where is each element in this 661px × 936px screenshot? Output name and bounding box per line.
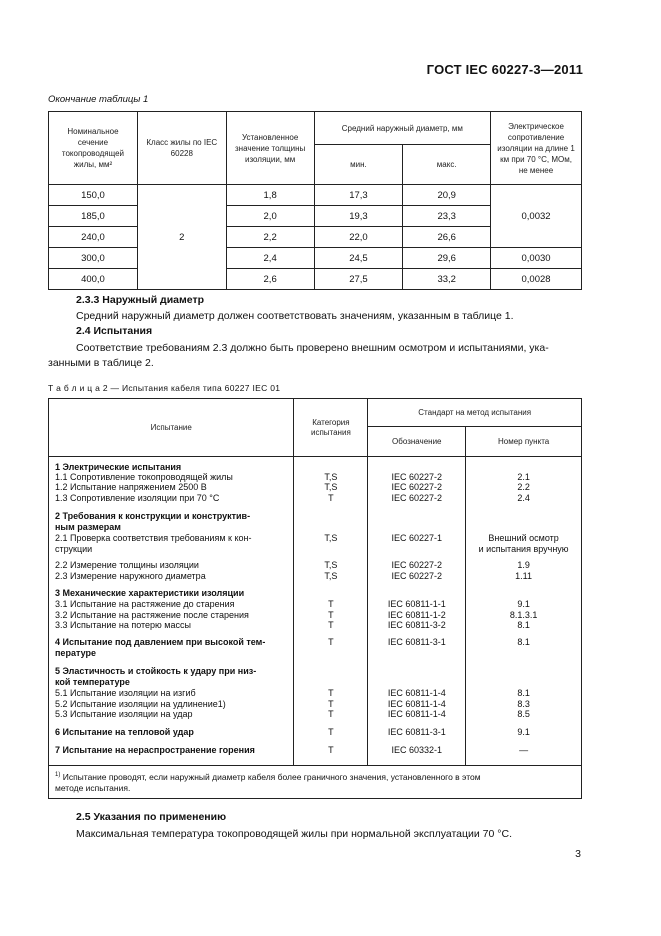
t1-cell-class: 2: [137, 185, 226, 290]
t1-cell-resistance: 0,0028: [491, 269, 582, 290]
footnote-line2: методе испытания.: [55, 782, 131, 793]
table2-caption: Т а б л и ц а 2 — Испытания кабеля типа 60227 IEC 01: [48, 383, 281, 393]
test-category: T: [328, 727, 334, 737]
section-2-5-text: Максимальная температура токопроводящей жилы при нормальной эксплуатации 70 °С.: [76, 828, 512, 840]
t1-header-thickness: Установленное значение толщины изоляции, мм: [226, 112, 314, 185]
test-category: T: [328, 688, 334, 698]
page-number: 3: [575, 848, 581, 860]
test-clause: 8.1.3.1: [509, 610, 538, 620]
test-group-title: 3 Механические характеристики изоляции: [55, 588, 245, 598]
test-group-title: кой температуре: [55, 677, 130, 687]
test-clause: 8.1: [517, 637, 530, 647]
test-item-name: 2.3 Измерение наружного диаметра: [55, 571, 206, 581]
test-standard: IEC 60227-1: [391, 533, 443, 543]
test-group-title: 2 Требования к конструкции и конструктив-: [55, 511, 251, 521]
t1-cell-thickness: 2,0: [226, 206, 314, 227]
test-group-title: пературе: [55, 648, 96, 658]
t1-header-class: Класс жилы по IEC 60228: [137, 112, 226, 185]
test-category: T: [328, 637, 334, 647]
test-clause: 2.2: [517, 482, 530, 492]
test-item-name: 3.2 Испытание на растяжение после старения: [55, 610, 249, 620]
t1-cell-resistance: 0,0030: [491, 248, 582, 269]
test-clause: Внешний осмотр: [488, 533, 559, 543]
test-item-name: 1.2 Испытание напряжением 2500 В: [55, 482, 207, 492]
test-standard: IEC 60811-1-4: [387, 699, 446, 709]
section-2-4-line1: Соответствие требованиям 2.3 должно быть проверено внешним осмотром и испытаниями, ука-: [76, 342, 549, 354]
test-clause: 2.4: [517, 493, 530, 503]
t2-header-standard: Стандарт на метод испытания: [368, 399, 582, 427]
t1-cell-thickness: 1,8: [226, 185, 314, 206]
t1-cell-thickness: 2,4: [226, 248, 314, 269]
section-2-5-title: 2.5 Указания по применению: [76, 811, 227, 823]
t1-cell-max: 20,9: [403, 185, 491, 206]
table-1: [48, 111, 582, 290]
section-2-3-3-text: Средний наружный диаметр должен соответствовать значениям, указанным в таблице 1.: [76, 310, 514, 322]
t1-cell-section: 185,0: [49, 206, 138, 227]
test-clause: 1.11: [515, 571, 533, 581]
section-2-4-title: 2.4 Испытания: [76, 325, 153, 337]
test-clause: и испытания вручную: [478, 544, 569, 554]
t2-header-designation: Обозначение: [368, 427, 466, 457]
test-standard: IEC 60227-2: [391, 571, 443, 581]
test-category: T: [328, 493, 334, 503]
t1-header-section: Номинальное сечение токопроводящей жилы, мм²: [49, 112, 138, 185]
test-category: T: [328, 610, 334, 620]
table-row: [49, 248, 582, 269]
table-row: [49, 185, 582, 206]
test-category: T: [328, 699, 334, 709]
t1-cell-section: 150,0: [49, 185, 138, 206]
test-group-title: 4 Испытание под давлением при высокой тем-: [55, 637, 266, 647]
test-item-name: 5.1 Испытание изоляции на изгиб: [55, 688, 196, 698]
t1-cell-thickness: 2,6: [226, 269, 314, 290]
test-clause: 9.1: [517, 599, 530, 609]
t2-header-clause: Номер пункта: [466, 427, 582, 457]
test-clause: 2.1: [517, 472, 530, 482]
document-number: ГОСТ IEC 60227-3—2011: [426, 62, 583, 77]
test-item-name: 3.3 Испытание на потерю массы: [55, 620, 191, 630]
test-item-name: 3.1 Испытание на растяжение до старения: [55, 599, 235, 609]
t1-cell-max: 26,6: [403, 227, 491, 248]
test-item-name: 1.1 Сопротивление токопроводящей жилы: [55, 472, 233, 482]
test-group-title: 5 Эластичность и стойкость к удару при низ-: [55, 666, 257, 676]
test-clause: 9.1: [517, 727, 530, 737]
t2-column-designation: [368, 457, 466, 766]
test-standard: IEC 60227-2: [391, 493, 443, 503]
footnote-mark: 1): [55, 772, 61, 778]
t1-cell-min: 22,0: [314, 227, 403, 248]
test-standard: IEC 60227-2: [391, 472, 443, 482]
t1-cell-max: 29,6: [403, 248, 491, 269]
test-category: T,S: [324, 482, 338, 492]
t2-footnote: [49, 766, 582, 799]
t1-cell-min: 27,5: [314, 269, 403, 290]
test-item-name: 2.2 Измерение толщины изоляции: [55, 560, 199, 570]
test-category: T: [328, 620, 334, 630]
t2-column-category: [294, 457, 368, 766]
test-standard: IEC 60811-1-4: [387, 688, 446, 698]
test-standard: IEC 60811-1-1: [387, 599, 446, 609]
t1-header-min: мин.: [314, 145, 403, 185]
t1-cell-max: 33,2: [403, 269, 491, 290]
table1-caption: Окончание таблицы 1: [48, 94, 149, 105]
t1-header-max: макс.: [403, 145, 491, 185]
section-2-3-3-title: 2.3.3 Наружный диаметр: [76, 294, 205, 306]
t1-cell-section: 300,0: [49, 248, 138, 269]
t2-header-test: Испытание: [49, 399, 294, 457]
test-clause: 8.1: [517, 688, 530, 698]
test-group-title: 6 Испытание на тепловой удар: [55, 727, 194, 737]
test-standard: IEC 60227-2: [391, 560, 443, 570]
t1-cell-resistance: 0,0032: [491, 185, 582, 248]
test-category: T,S: [324, 533, 338, 543]
test-item-name: 5.2 Испытание изоляции на удлинение1): [55, 699, 226, 709]
table-2: [48, 398, 582, 799]
t2-column-test: [49, 457, 294, 766]
t1-cell-max: 23,3: [403, 206, 491, 227]
test-category: T,S: [324, 560, 338, 570]
t2-column-clause: [466, 457, 582, 766]
footnote-line1: Испытание проводят, если наружный диаметр кабеля более граничного значения, установленного в этом: [60, 771, 481, 782]
table-row: [49, 269, 582, 290]
t1-cell-min: 19,3: [314, 206, 403, 227]
test-standard: IEC 60811-1-4: [387, 709, 446, 719]
test-category: T,S: [324, 571, 338, 581]
t1-header-diameter: Средний наружный диаметр, мм: [314, 112, 490, 145]
test-standard: IEC 60811-3-1: [387, 637, 446, 647]
t1-cell-min: 17,3: [314, 185, 403, 206]
t1-cell-section: 240,0: [49, 227, 138, 248]
test-standard: IEC 60811-3-2: [387, 620, 446, 630]
test-standard: IEC 60811-1-2: [387, 610, 446, 620]
test-standard: IEC 60332-1: [391, 745, 443, 755]
test-item-name: 1.3 Сопротивление изоляции при 70 °С: [55, 493, 220, 503]
test-group-title: 1 Электрические испытания: [55, 462, 182, 472]
test-category: T: [328, 709, 334, 719]
test-category: T,S: [324, 472, 338, 482]
t1-cell-thickness: 2,2: [226, 227, 314, 248]
t1-cell-section: 400,0: [49, 269, 138, 290]
test-item-name: 2.1 Проверка соответствия требованиям к кон-: [55, 533, 252, 543]
test-clause: 8.5: [517, 709, 530, 719]
t1-header-resistance: Электрическое сопротивление изоляции на длине 1 км при 70 °С, МОм, не менее: [491, 112, 582, 185]
test-group-title: ным размерам: [55, 522, 121, 532]
test-clause: 8.1: [517, 620, 530, 630]
test-clause: 8.3: [517, 699, 530, 709]
test-category: T: [328, 599, 334, 609]
test-clause: 1.9: [517, 560, 530, 570]
t2-header-category: Категория испытания: [294, 399, 368, 457]
test-group-title: 7 Испытание на нераспространение горения: [55, 745, 255, 755]
test-category: T: [328, 745, 334, 755]
section-2-4-line2: занными в таблице 2.: [48, 357, 154, 369]
test-item-name: 5.3 Испытание изоляции на удар: [55, 709, 193, 719]
t1-cell-min: 24,5: [314, 248, 403, 269]
test-standard: IEC 60811-3-1: [387, 727, 446, 737]
test-standard: IEC 60227-2: [391, 482, 443, 492]
test-clause: —: [519, 745, 529, 755]
test-item-name: струкции: [55, 544, 93, 554]
